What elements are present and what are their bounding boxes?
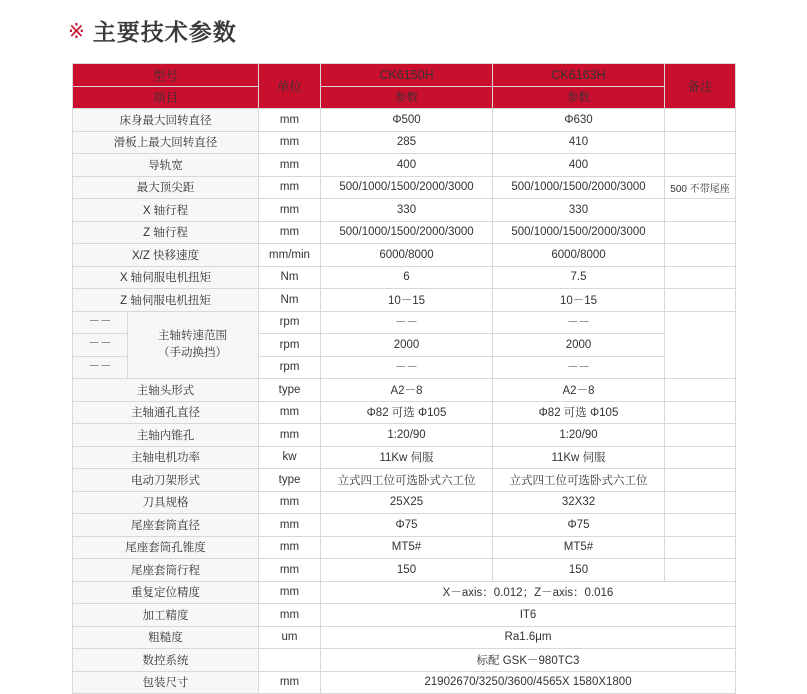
table-row (73, 626, 736, 649)
row-item-label: 主轴内锥孔 (73, 424, 259, 447)
spindle-value-model-a: 2000 (321, 334, 493, 357)
row-value-model-a: 11Kw 伺服 (321, 446, 493, 469)
row-value-model-a: 立式四工位可选卧式六工位 (321, 469, 493, 492)
row-unit: um (259, 626, 321, 649)
row-value-model-a: MT5# (321, 536, 493, 559)
row-item-label: X 轴伺服电机扭矩 (73, 266, 259, 289)
row-unit: mm (259, 514, 321, 537)
spindle-gear-column (73, 312, 128, 379)
spindle-value-model-b: －－ (493, 356, 665, 379)
row-remark (665, 491, 736, 514)
row-value-model-a: 6 (321, 266, 493, 289)
row-value-model-a: Φ82 可选 Φ105 (321, 401, 493, 424)
row-unit: mm (259, 581, 321, 604)
row-value-model-a: 500/1000/1500/2000/3000 (321, 176, 493, 199)
row-value-model-b: 500/1000/1500/2000/3000 (493, 176, 665, 199)
spindle-unit: rpm (259, 356, 321, 379)
row-remark (665, 199, 736, 222)
row-item-label: 刀具规格 (73, 491, 259, 514)
spindle-speed-range-label (73, 311, 259, 379)
row-item-label: X/Z 快移速度 (73, 244, 259, 267)
row-value-shared: 标配 GSK－980TC3 (321, 649, 736, 672)
row-value-model-a: 150 (321, 559, 493, 582)
table-row (73, 221, 736, 244)
row-item-label: 尾座套筒行程 (73, 559, 259, 582)
page-title (0, 0, 807, 57)
spindle-unit: rpm (259, 311, 321, 334)
row-unit: kw (259, 446, 321, 469)
row-remark (665, 289, 736, 312)
row-unit: Nm (259, 289, 321, 312)
row-value-model-a: A2－8 (321, 379, 493, 402)
table-row (73, 649, 736, 672)
row-item-label: 粗糙度 (73, 626, 259, 649)
row-value-model-a: 500/1000/1500/2000/3000 (321, 221, 493, 244)
table-row (73, 199, 736, 222)
row-value-model-a: Φ500 (321, 109, 493, 132)
table-row (73, 311, 736, 334)
row-item-label: Z 轴伺服电机扭矩 (73, 289, 259, 312)
row-remark (665, 244, 736, 267)
table-row (73, 671, 736, 694)
row-value-model-b: 10－15 (493, 289, 665, 312)
row-unit: Nm (259, 266, 321, 289)
spindle-value-model-b: －－ (493, 311, 665, 334)
row-remark (665, 469, 736, 492)
row-unit: mm (259, 491, 321, 514)
spindle-gear-marker: －－ (88, 360, 112, 373)
row-value-model-b: 330 (493, 199, 665, 222)
header-model: 型号 (73, 64, 259, 87)
table-row (73, 604, 736, 627)
row-value-model-a: 25X25 (321, 491, 493, 514)
row-value-shared: IT6 (321, 604, 736, 627)
spindle-label-line2: （手动换挡） (158, 346, 227, 359)
spindle-label-line1: 主轴转速范围 (158, 330, 227, 343)
row-value-model-a: 285 (321, 131, 493, 154)
spindle-gear-marker: －－ (73, 334, 127, 357)
header-param-a: 参数 (321, 86, 493, 109)
row-value-model-a: 400 (321, 154, 493, 177)
row-unit: mm (259, 109, 321, 132)
row-value-model-b: 1:20/90 (493, 424, 665, 447)
row-value-model-b: 6000/8000 (493, 244, 665, 267)
asterisk-icon: ※ (68, 18, 85, 43)
row-unit: mm (259, 424, 321, 447)
row-unit: mm (259, 536, 321, 559)
table-row (73, 176, 736, 199)
header-item: 项目 (73, 86, 259, 109)
row-value-model-b: Φ82 可选 Φ105 (493, 401, 665, 424)
row-value-model-a: 1:20/90 (321, 424, 493, 447)
row-item-label: 包装尺寸 (73, 671, 259, 694)
table-row (73, 491, 736, 514)
table-row (73, 514, 736, 537)
row-value-model-b: MT5# (493, 536, 665, 559)
header-param-b: 参数 (493, 86, 665, 109)
row-remark (665, 109, 736, 132)
table-row (73, 559, 736, 582)
row-unit (259, 649, 321, 672)
spindle-value-model-a: －－ (321, 311, 493, 334)
row-value-model-a: Φ75 (321, 514, 493, 537)
header-model-a: CK6150H (321, 64, 493, 87)
row-item-label: 滑板上最大回转直径 (73, 131, 259, 154)
row-remark (665, 401, 736, 424)
table-row (73, 289, 736, 312)
table-row (73, 244, 736, 267)
row-unit: mm (259, 671, 321, 694)
row-unit: mm (259, 199, 321, 222)
row-unit: type (259, 469, 321, 492)
row-unit: mm/min (259, 244, 321, 267)
row-remark (665, 559, 736, 582)
row-unit: mm (259, 401, 321, 424)
table-row (73, 109, 736, 132)
row-value-model-a: 10－15 (321, 289, 493, 312)
spindle-unit: rpm (259, 334, 321, 357)
row-remark (665, 131, 736, 154)
row-value-model-a: 6000/8000 (321, 244, 493, 267)
row-value-shared: X－axis：0.012；Z－axis：0.016 (321, 581, 736, 604)
table-row (73, 379, 736, 402)
row-item-label: Z 轴行程 (73, 221, 259, 244)
header-remark: 备注 (665, 64, 736, 109)
page-title-text: 主要技术参数 (92, 19, 237, 45)
row-value-model-b: Φ630 (493, 109, 665, 132)
row-value-shared: Ra1.6μm (321, 626, 736, 649)
table-header-row-1 (73, 64, 736, 87)
row-unit: mm (259, 176, 321, 199)
row-unit: mm (259, 154, 321, 177)
spindle-gear-marker: －－ (73, 312, 127, 335)
row-item-label: 尾座套筒孔锥度 (73, 536, 259, 559)
row-value-model-b: 150 (493, 559, 665, 582)
row-item-label: 主轴头形式 (73, 379, 259, 402)
row-unit: mm (259, 559, 321, 582)
table-body (73, 64, 736, 694)
header-model-b: CK6163H (493, 64, 665, 87)
row-item-label: 重复定位精度 (73, 581, 259, 604)
row-remark (665, 266, 736, 289)
row-unit: mm (259, 221, 321, 244)
spindle-remark (665, 311, 736, 379)
row-value-model-b: 400 (493, 154, 665, 177)
row-remark (665, 514, 736, 537)
table-row (73, 446, 736, 469)
row-value-model-b: A2－8 (493, 379, 665, 402)
row-value-model-b: Φ75 (493, 514, 665, 537)
row-remark (665, 536, 736, 559)
row-item-label: 加工精度 (73, 604, 259, 627)
row-remark (665, 221, 736, 244)
row-value-model-b: 500/1000/1500/2000/3000 (493, 221, 665, 244)
row-remark (665, 379, 736, 402)
row-remark (665, 424, 736, 447)
row-item-label: 最大顶尖距 (73, 176, 259, 199)
table-row (73, 581, 736, 604)
table-header-row-2 (73, 86, 736, 109)
row-value-model-b: 32X32 (493, 491, 665, 514)
row-item-label: 床身最大回转直径 (73, 109, 259, 132)
spindle-value-model-b: 2000 (493, 334, 665, 357)
row-value-model-a: 330 (321, 199, 493, 222)
row-remark (665, 154, 736, 177)
table-row (73, 154, 736, 177)
table-row (73, 266, 736, 289)
table-row (73, 469, 736, 492)
row-item-label: 主轴电机功率 (73, 446, 259, 469)
row-unit: type (259, 379, 321, 402)
specifications-table (72, 63, 736, 694)
table-row (73, 401, 736, 424)
row-item-label: 主轴通孔直径 (73, 401, 259, 424)
row-value-model-b: 立式四工位可选卧式六工位 (493, 469, 665, 492)
row-item-label: X 轴行程 (73, 199, 259, 222)
row-unit: mm (259, 604, 321, 627)
row-value-shared: 21902670/3250/3600/4565X 1580X1800 (321, 671, 736, 694)
header-unit: 单位 (259, 64, 321, 109)
row-item-label: 尾座套筒直径 (73, 514, 259, 537)
table-row (73, 536, 736, 559)
spindle-value-model-a: －－ (321, 356, 493, 379)
row-item-label: 导轨宽 (73, 154, 259, 177)
row-value-model-b: 410 (493, 131, 665, 154)
table-row (73, 424, 736, 447)
row-remark (665, 446, 736, 469)
row-item-label: 电动刀架形式 (73, 469, 259, 492)
row-value-model-b: 11Kw 伺服 (493, 446, 665, 469)
table-row (73, 131, 736, 154)
row-remark: 500 不带尾座 (665, 176, 736, 199)
row-item-label: 数控系统 (73, 649, 259, 672)
row-value-model-b: 7.5 (493, 266, 665, 289)
row-unit: mm (259, 131, 321, 154)
